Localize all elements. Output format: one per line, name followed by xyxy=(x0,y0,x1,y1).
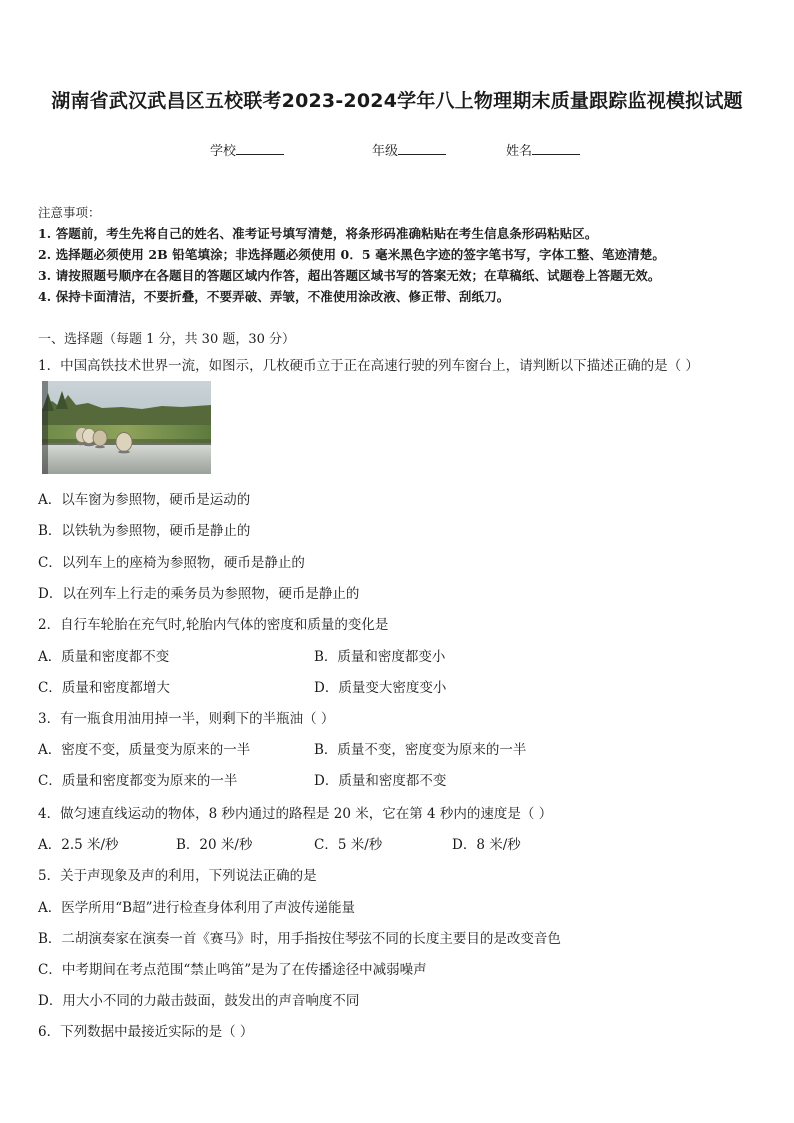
question-4-option-d: D．8 米/秒 xyxy=(452,837,521,853)
notice-item: 4. 保持卡面清洁，不要折叠，不要弄破、弄皱，不准使用涂改液、修正带、刮纸刀。 xyxy=(38,289,510,304)
question-2-option-c: C．质量和密度都增大 xyxy=(38,680,170,696)
notice-item: 2. 选择题必须使用 2B 铅笔填涂；非选择题必须使用 0．5 毫米黑色字迹的签字笔书写，字体工整、笔迹清楚。 xyxy=(38,247,665,262)
name-field xyxy=(506,140,580,159)
question-4-option-a: A．2.5 米/秒 xyxy=(38,837,119,853)
question-1-option-d: D．以在列车上行走的乘务员为参照物，硬币是静止的 xyxy=(38,586,360,602)
section-title: 一、选择题（每题 1 分，共 30 题，30 分） xyxy=(38,332,296,347)
question-3-option-c: C．质量和密度都变为原来的一半 xyxy=(38,773,238,789)
question-2-option-a: A．质量和密度都不变 xyxy=(38,649,170,665)
notice-heading: 注意事项： xyxy=(38,205,101,220)
school-field xyxy=(210,140,284,159)
question-2-stem: 2．自行车轮胎在充气时,轮胎内气体的密度和质量的变化是 xyxy=(38,617,389,633)
name-blank xyxy=(532,142,580,155)
question-2-option-d: D．质量变大密度变小 xyxy=(314,680,447,696)
school-label: 学校 xyxy=(210,144,237,159)
question-5-option-d: D．用大小不同的力敲击鼓面，鼓发出的声音响度不同 xyxy=(38,993,360,1009)
question-2-option-b: B．质量和密度都变小 xyxy=(314,649,446,665)
question-1-option-a: A．以车窗为参照物，硬币是运动的 xyxy=(38,492,251,508)
question-3-stem: 3．有一瓶食用油用掉一半，则剩下的半瓶油（ ） xyxy=(38,711,335,727)
question-5-stem: 5．关于声现象及声的利用，下列说法正确的是 xyxy=(38,868,317,884)
question-4-option-c: C．5 米/秒 xyxy=(314,837,383,853)
grade-label: 年级 xyxy=(372,144,399,159)
question-5-option-a: A．医学所用“B超”进行检查身体利用了声波传递能量 xyxy=(38,900,355,916)
notice-item: 3. 请按照题号顺序在各题目的答题区域内作答，超出答题区域书写的答案无效；在草稿纸、试题卷上答题无效。 xyxy=(38,268,661,283)
question-3-option-a: A．密度不变，质量变为原来的一半 xyxy=(38,742,251,758)
train-window-image xyxy=(42,381,211,474)
coins-train-photo xyxy=(42,381,211,474)
question-5-option-c: C．中考期间在考点范围“禁止鸣笛”是为了在传播途径中减弱噪声 xyxy=(38,962,427,978)
question-1-option-c: C．以列车上的座椅为参照物，硬币是静止的 xyxy=(38,555,305,571)
question-5-option-b: B．二胡演奏家在演奏一首《赛马》时，用手指按住琴弦不同的长度主要目的是改变音色 xyxy=(38,931,561,947)
grade-field xyxy=(372,140,446,159)
question-1-stem: 1．中国高铁技术世界一流，如图示，几枚硬币立于正在高速行驶的列车窗台上，请判断以下描述正确的是（ ） xyxy=(38,358,699,374)
notice-item: 1. 答题前，考生先将自己的姓名、准考证号填写清楚，将条形码准确粘贴在考生信息条形码粘贴区。 xyxy=(38,226,598,241)
school-blank xyxy=(236,142,284,155)
question-3-option-b: B．质量不变，密度变为原来的一半 xyxy=(314,742,527,758)
question-3-option-d: D．质量和密度都不变 xyxy=(314,773,447,789)
name-label: 姓名 xyxy=(506,144,533,159)
question-1-option-b: B．以铁轨为参照物，硬币是静止的 xyxy=(38,523,251,539)
page-title: 湖南省武汉武昌区五校联考2023-2024学年八上物理期末质量跟踪监视模拟试题 xyxy=(51,90,743,112)
question-4-stem: 4．做匀速直线运动的物体，8 秒内通过的路程是 20 米，它在第 4 秒内的速度是（ ） xyxy=(38,806,553,822)
question-4-option-b: B．20 米/秒 xyxy=(176,837,253,853)
question-6-stem: 6．下列数据中最接近实际的是（ ） xyxy=(38,1024,254,1040)
grade-blank xyxy=(398,142,446,155)
